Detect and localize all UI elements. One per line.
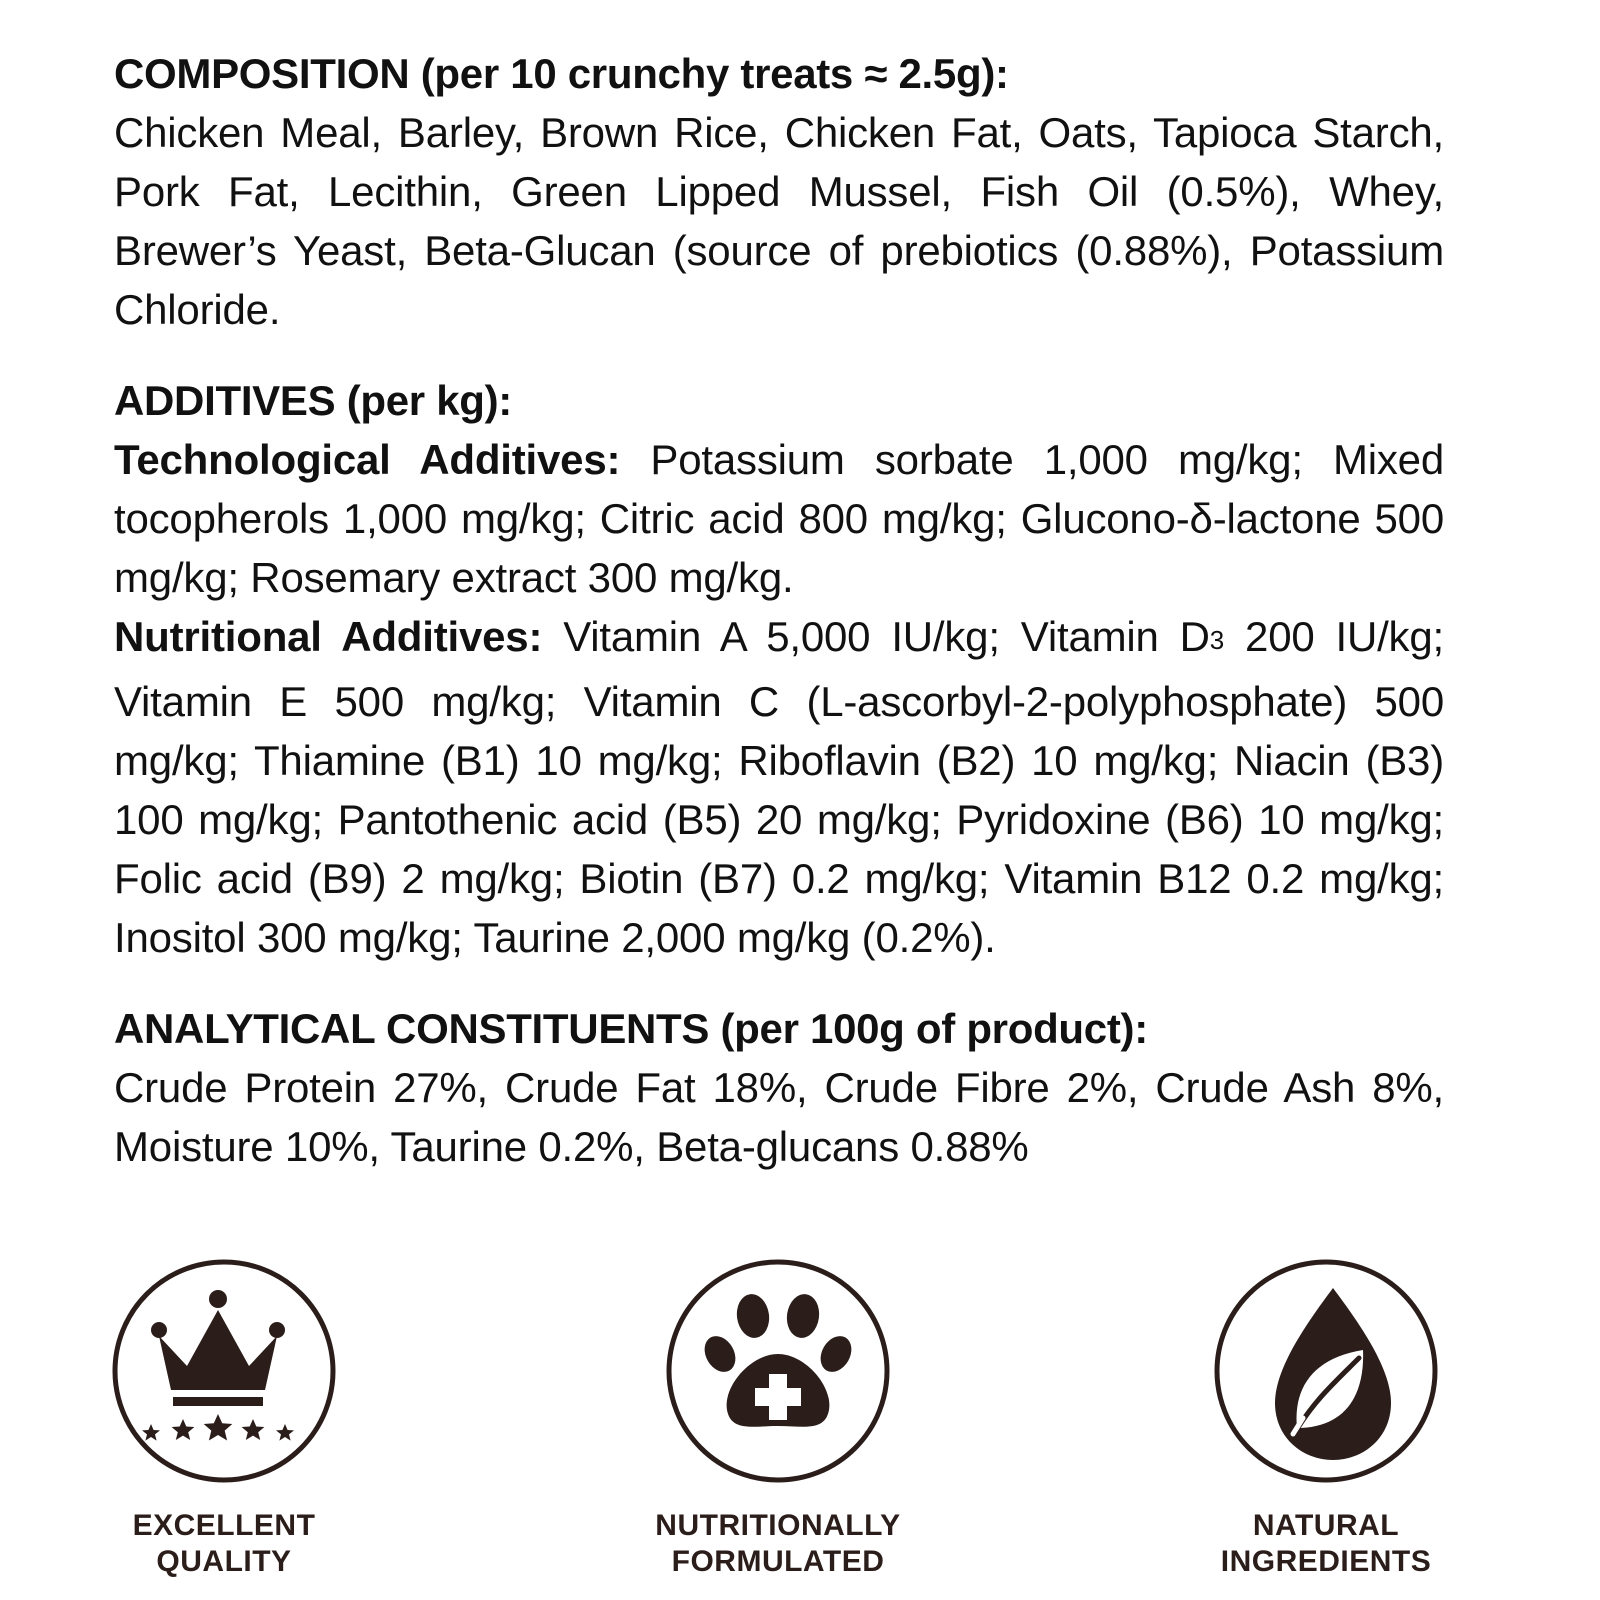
nutritional-additives-text-2: 200 IU/kg; Vitamin E 500 mg/kg; Vitamin C (L-ascorbyl-2-polyphosphate) 500 mg/kg; Thiamine (B1) 10 mg/kg; Riboflavin (B2) 10 mg/kg; Niacin (B3) 100 mg/kg; Pantothenic acid (B5) 20 mg/kg; Pyridoxine (B6) 10 mg/kg; Folic acid (B9) 2 mg/kg; Biotin (B7) 0.2 mg/kg; Vitamin B12 0.2 mg/kg; Inositol 300 mg/kg; Taurine 2,000 mg/kg (0.2%). xyxy=(114,613,1444,961)
badge-label xyxy=(628,1508,928,1580)
badge-label-line: EXCELLENT xyxy=(132,1509,316,1542)
composition-heading: COMPOSITION (per 10 crunchy treats ≈ 2.5g): xyxy=(114,50,1009,97)
analytical-heading: ANALYTICAL CONSTITUENTS (per 100g of product): xyxy=(114,1005,1148,1052)
technological-additives-label: Technological Additives: xyxy=(114,436,621,483)
vitamin-d-subscript: 3 xyxy=(1209,625,1225,655)
analytical-text: Crude Protein 27%, Crude Fat 18%, Crude Fibre 2%, Crude Ash 8%, Moisture 10%, Taurine 0.2%, Beta-glucans 0.88% xyxy=(114,1064,1444,1170)
leaf-drop-icon xyxy=(1213,1258,1439,1484)
technological-additives xyxy=(114,430,1444,607)
badge-label xyxy=(74,1508,374,1580)
composition-text: Chicken Meal, Barley, Brown Rice, Chicken Fat, Oats, Tapioca Starch, Pork Fat, Lecithin, Green Lipped Mussel, Fish Oil (0.5%), Whey, Brewer’s Yeast, Beta-Glucan (source of prebiotics (0.88%), Potassium Chloride. xyxy=(114,109,1444,333)
badge-label-line: INGREDIENTS xyxy=(1220,1545,1432,1578)
composition-section xyxy=(114,44,1444,339)
paw-cross-icon xyxy=(665,1258,891,1484)
crown-stars-icon xyxy=(111,1258,337,1484)
badge-label-line: FORMULATED xyxy=(671,1545,885,1578)
badge-natural-ingredients xyxy=(1176,1258,1476,1580)
additives-heading: ADDITIVES (per kg): xyxy=(114,377,512,424)
badge-label-line: QUALITY xyxy=(156,1545,292,1578)
nutritional-additives xyxy=(114,607,1444,967)
badge-label-line: NUTRITIONALLY xyxy=(655,1509,901,1542)
badge-row xyxy=(0,1258,1600,1588)
analytical-section xyxy=(114,999,1444,1176)
technological-additives-text: Potassium sorbate 1,000 mg/kg; Mixed tocopherols 1,000 mg/kg; Citric acid 800 mg/kg; Glucono-δ-lactone 500 mg/kg; Rosemary extract 300 mg/kg. xyxy=(114,436,1444,601)
nutritional-additives-label: Nutritional Additives: xyxy=(114,613,543,660)
nutritional-additives-text-1: Vitamin A 5,000 IU/kg; Vitamin D xyxy=(542,613,1210,660)
ingredient-label xyxy=(114,44,1444,1176)
additives-section xyxy=(114,371,1444,967)
badge-excellent-quality xyxy=(74,1258,374,1580)
badge-nutritionally-formulated xyxy=(628,1258,928,1580)
badge-label xyxy=(1176,1508,1476,1580)
badge-label-line: NATURAL xyxy=(1252,1509,1400,1542)
